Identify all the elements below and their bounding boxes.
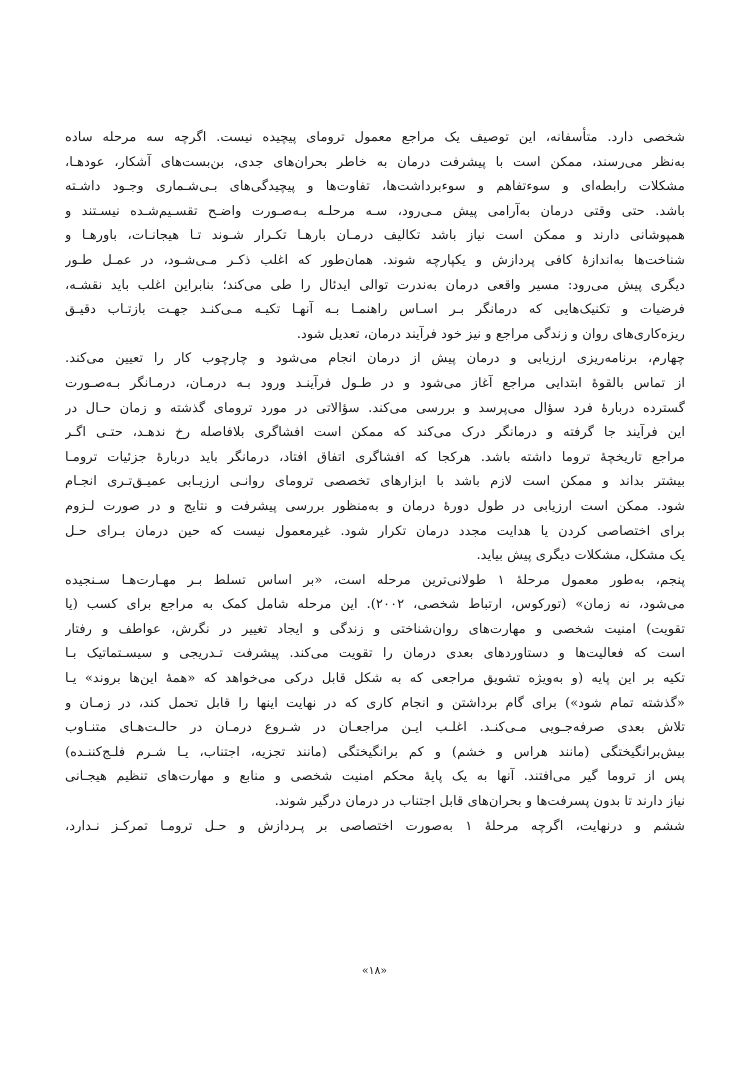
paragraph: [65, 815, 685, 840]
paragraph: [65, 569, 685, 815]
text-line: تقویت) امنیت شخصی و مهارت‌های روان‌شناختی و زندگی و ایجاد تغییر در نگرش، عواطف و رفتار: [65, 621, 685, 637]
text-line: نیاز دارند تا بدون پسرفت‌ها و بحران‌های قابل اجتناب در درمان درگیر شوند.: [274, 794, 685, 810]
text-line: تکیه بر این پایه (و بەویژه تشویق مراجعی که به شکل قابل درکی می‌خواهد که «همهٔ این‌ها بروند» یـا: [65, 671, 685, 687]
text-line: «گذشته تمام شود») برای گام برداشتن و انجام کاری که در نهایت اینها را قابل تحمل کند، در زمـان و: [65, 695, 685, 711]
text-line: شود. ممکن است ارزیابی در طول دورهٔ درمان و به‌منظور بررسی پیشرفت و نتایج و در صورت لـزوم: [65, 498, 685, 514]
text-line: چهارم، برنامه‌ریزی ارزیابی و درمان پیش از درمان انجام می‌شود و چارچوب کار را تعیین می‌کند.: [65, 351, 685, 367]
text-line: دیگری پیش می‌رود: مسیر واقعی درمان به‌ندرت توالی ایدئال را طی می‌کند؛ بنابراین اغلب باید نقشـه،: [65, 277, 685, 293]
text-line: پنجم، به‌طور معمول مرحلهٔ ۱ طولانی‌ترین مرحله است، «بر اساس تسلط بـر مهـارت‌هـا سـنجیده: [65, 572, 685, 588]
text-line: فرضیات و تکنیک‌هایی که درمانگر بـر اسـاس راهنمـا بـه آنهـا تکیـه مـی‌کنـد جهـت بازتـاب دقیـق: [65, 302, 685, 318]
text-line: این فرآیند جا گرفته و درمانگر درک می‌کند که ممکن است افشاگری بلافاصله رخ ندهـد، حتـی اگـر: [65, 425, 685, 441]
page-number: «۱۸»: [361, 964, 388, 977]
body-text: [65, 126, 685, 839]
text-line: بیش‌برانگیختگی (مانند هراس و خشم) و کم برانگیختگی (مانند تجزیه، اجتناب، یـا شـرم فلـج‌کننـده): [65, 744, 685, 760]
text-line: شخصی دارد. متأسفانه، این توصیف یک مراجع معمول ترومای پیچیده نیست. اگرچه سه مرحله ساده: [65, 130, 685, 145]
paragraph: [65, 126, 685, 347]
text-line: مشکلات رابطه‌ای و سوءتفاهم و سوءبرداشت‌ها، تفاوت‌ها و پیچیدگی‌های بـی‌شـماری وجـود داشـته: [65, 179, 685, 195]
text-line: پس از تروما گیر می‌افتند. آنها به یک پایهٔ محکم امنیت شخصی و منابع و مهارت‌های تنظیم هیجـانی: [65, 769, 685, 785]
text-line: گسترده دربارهٔ فرد سؤال می‌پرسد و بررسی می‌کند. سؤالاتی در مورد ترومای گذشته و زمان حـال در: [65, 400, 685, 416]
text-line: شناخت‌ها به‌اندازهٔ کافی پردازش و یکپارچه شوند. همان‌طور که اغلب ذکـر مـی‌شـود، در عمـل طـور: [65, 252, 685, 268]
text-line: یک مشکل، مشکلات دیگری پیش بیاید.: [476, 548, 685, 564]
text-line: است که فعالیت‌ها و دستاوردهای بعدی درمان را تقویت می‌کند. پیشرفت تـدریجی و سیسـتماتیک بـا: [65, 646, 685, 662]
text-line: برای اختصاصی کردن یا هدایت مجدد درمان تکرار شود. غیرمعمول نیست که حین درمان بـرای حـل: [65, 523, 685, 539]
text-line: به‌نظر می‌رسند، ممکن است با پیشرفت درمان به خاطر بحران‌های جدی، بن‌بست‌های آشکار، عودهـا،: [65, 154, 685, 170]
text-line: باشد. حتی وقتی درمان به‌آرامی پیش مـی‌رود، سـه مرحلـه بـه‌صـورت واضـح تقسـیم‌شـده نیسـتند و: [65, 203, 685, 219]
text-line: می‌شود، نه زمان» (تورکوس، ارتباط شخصی، ۲۰۰۲). این مرحله شامل کمک به مراجع برای کسب (یا: [65, 597, 685, 613]
text-line: تلاش بعدی صرفه‌جـویی مـی‌کنـد. اغلـب ایـن مراجعـان در شـروع درمـان در حالـت‌هـای متنـاوب: [65, 720, 685, 736]
text-line: از تماس بالقوهٔ ابتدایی مراجع آغاز می‌شود و در طـول فرآینـد ورود بـه درمـان، درمـانگر بـه‌صـورت: [65, 375, 685, 391]
text-line: بیشتر بداند و ممکن است لازم باشد با ابزارهای تخصصی ترومای روانـی ارزیـابی عمیـق‌تـری انجـام: [65, 474, 685, 490]
text-line: ریزه‌کاری‌های روان و زندگی مراجع و نیز خود فرآیند درمان، تعدیل شود.: [296, 326, 685, 342]
text-line: مراجع تاریخچهٔ تروما داشته باشد. هرکجا که افشاگری اتفاق افتاد، درمانگر باید دربارهٔ جزئیات ترومـا: [65, 449, 685, 465]
text-line: ششم و درنهایت، اگرچه مرحلهٔ ۱ به‌صورت اختصاصی بر پـردازش و حـل ترومـا تمرکـز نـدارد،: [65, 818, 685, 834]
text-line: همپوشانی دارند و ممکن است نیاز باشد تکالیف درمـان بارهـا تکـرار شـوند تـا هیجانـات، باورهـا و: [65, 228, 685, 244]
paragraph: [65, 347, 685, 568]
